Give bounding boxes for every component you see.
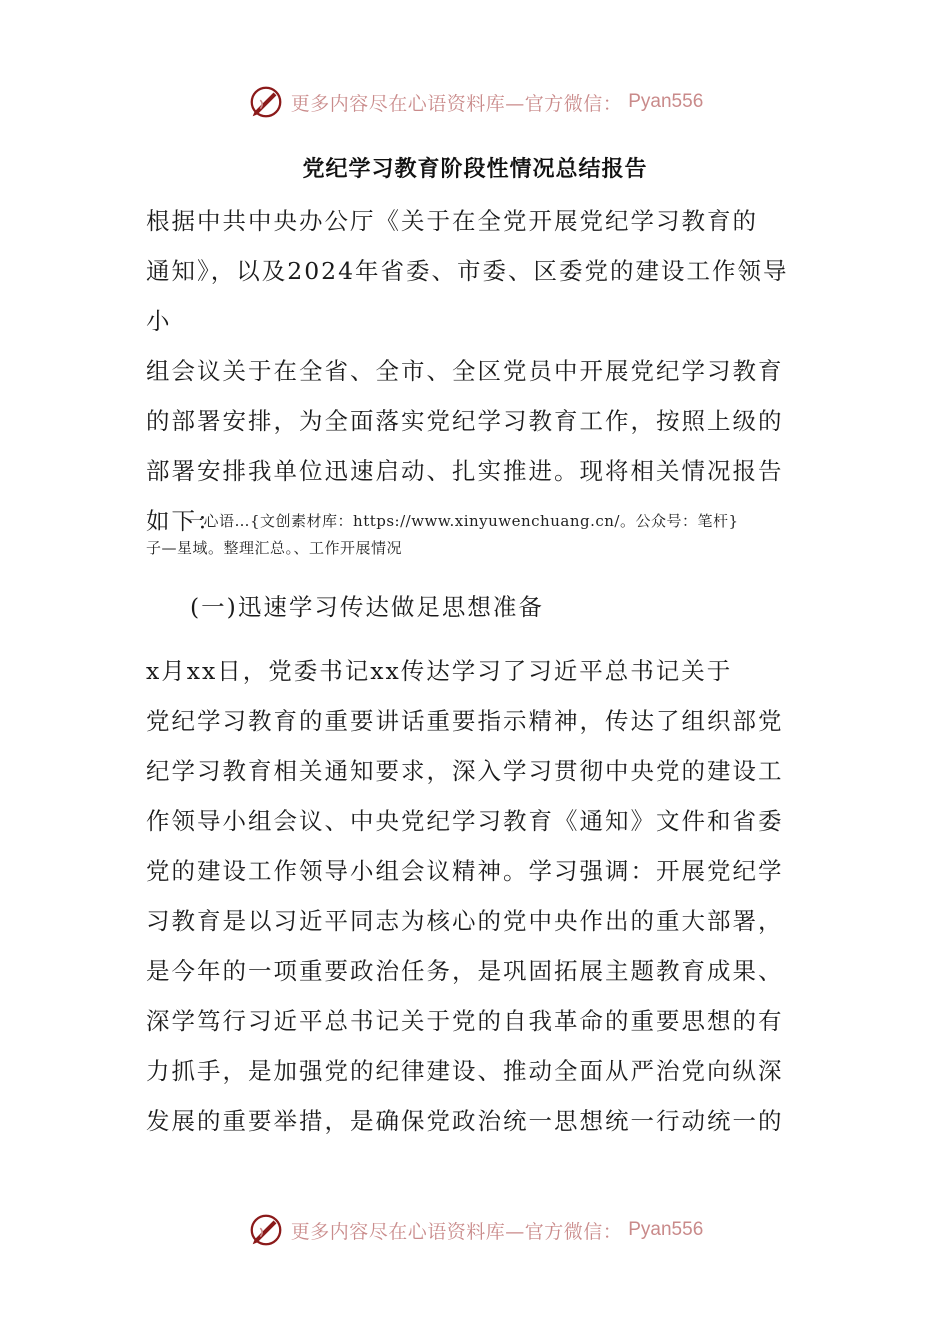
source-note-line-2: 子—星域。整理汇总。、工作开展情况: [146, 539, 403, 557]
pen-circle-icon: [247, 83, 285, 121]
pen-circle-icon: [247, 1211, 285, 1249]
section-1-paragraph: x月xx日，党委书记xx传达学习了习近平总书记关于 党纪学习教育的重要讲话重要指示精神，传达了组织部党 纪学习教育相关通知要求，深入学习贯彻中央党的建设工 作领导小组会议、中央党纪学习教育《通知》文件和省委 党的建设工作领导小组会议精神。学习强调：开展党纪学 习教育是以习近平同志为核心的党中央作出的重大部署， 是今年的一项重要政治任务，是巩固拓展主题教育成果、 深学笃行习近平总书记关于党的自我革命的重要思想的有 力抓手，是加强党的纪律建设、推动全面从严治党向纵深 发展的重要举措，是确保党政治统一思想统一行动统一的: [146, 657, 784, 1135]
header-watermark-banner: [0, 80, 950, 124]
banner-text: 更多内容尽在心语资料库—官方微信：: [290, 92, 623, 115]
intro-paragraph: 根据中共中央办公厅《关于在全党开展党纪学习教育的 通知》，以及2024年省委、市委、区委党的建设工作领导小 组会议关于在全省、全市、全区党员中开展党纪学习教育 的部署安排，为全面落实党纪学习教育工作，按照上级的 部署安排我单位迅速启动、扎实推进。现将相关情况报告 如下：: [146, 207, 789, 535]
section-heading-1: (一)迅速学习传达做足思想准备: [190, 593, 544, 621]
document-title: 党纪学习教育阶段性情况总结报告: [302, 157, 648, 182]
banner-text: 更多内容尽在心语资料库—官方微信：: [290, 1220, 623, 1243]
footer-watermark-banner: [0, 1208, 950, 1252]
banner-wechat-id: Pyan556: [628, 91, 704, 112]
banner-wechat-id: Pyan556: [628, 1219, 704, 1240]
source-note: [146, 508, 806, 562]
source-note-line-1: 一心语…{文创素材库：https://www.xinyuwenchuang.cn/。公众号：笔杆}: [188, 512, 739, 530]
